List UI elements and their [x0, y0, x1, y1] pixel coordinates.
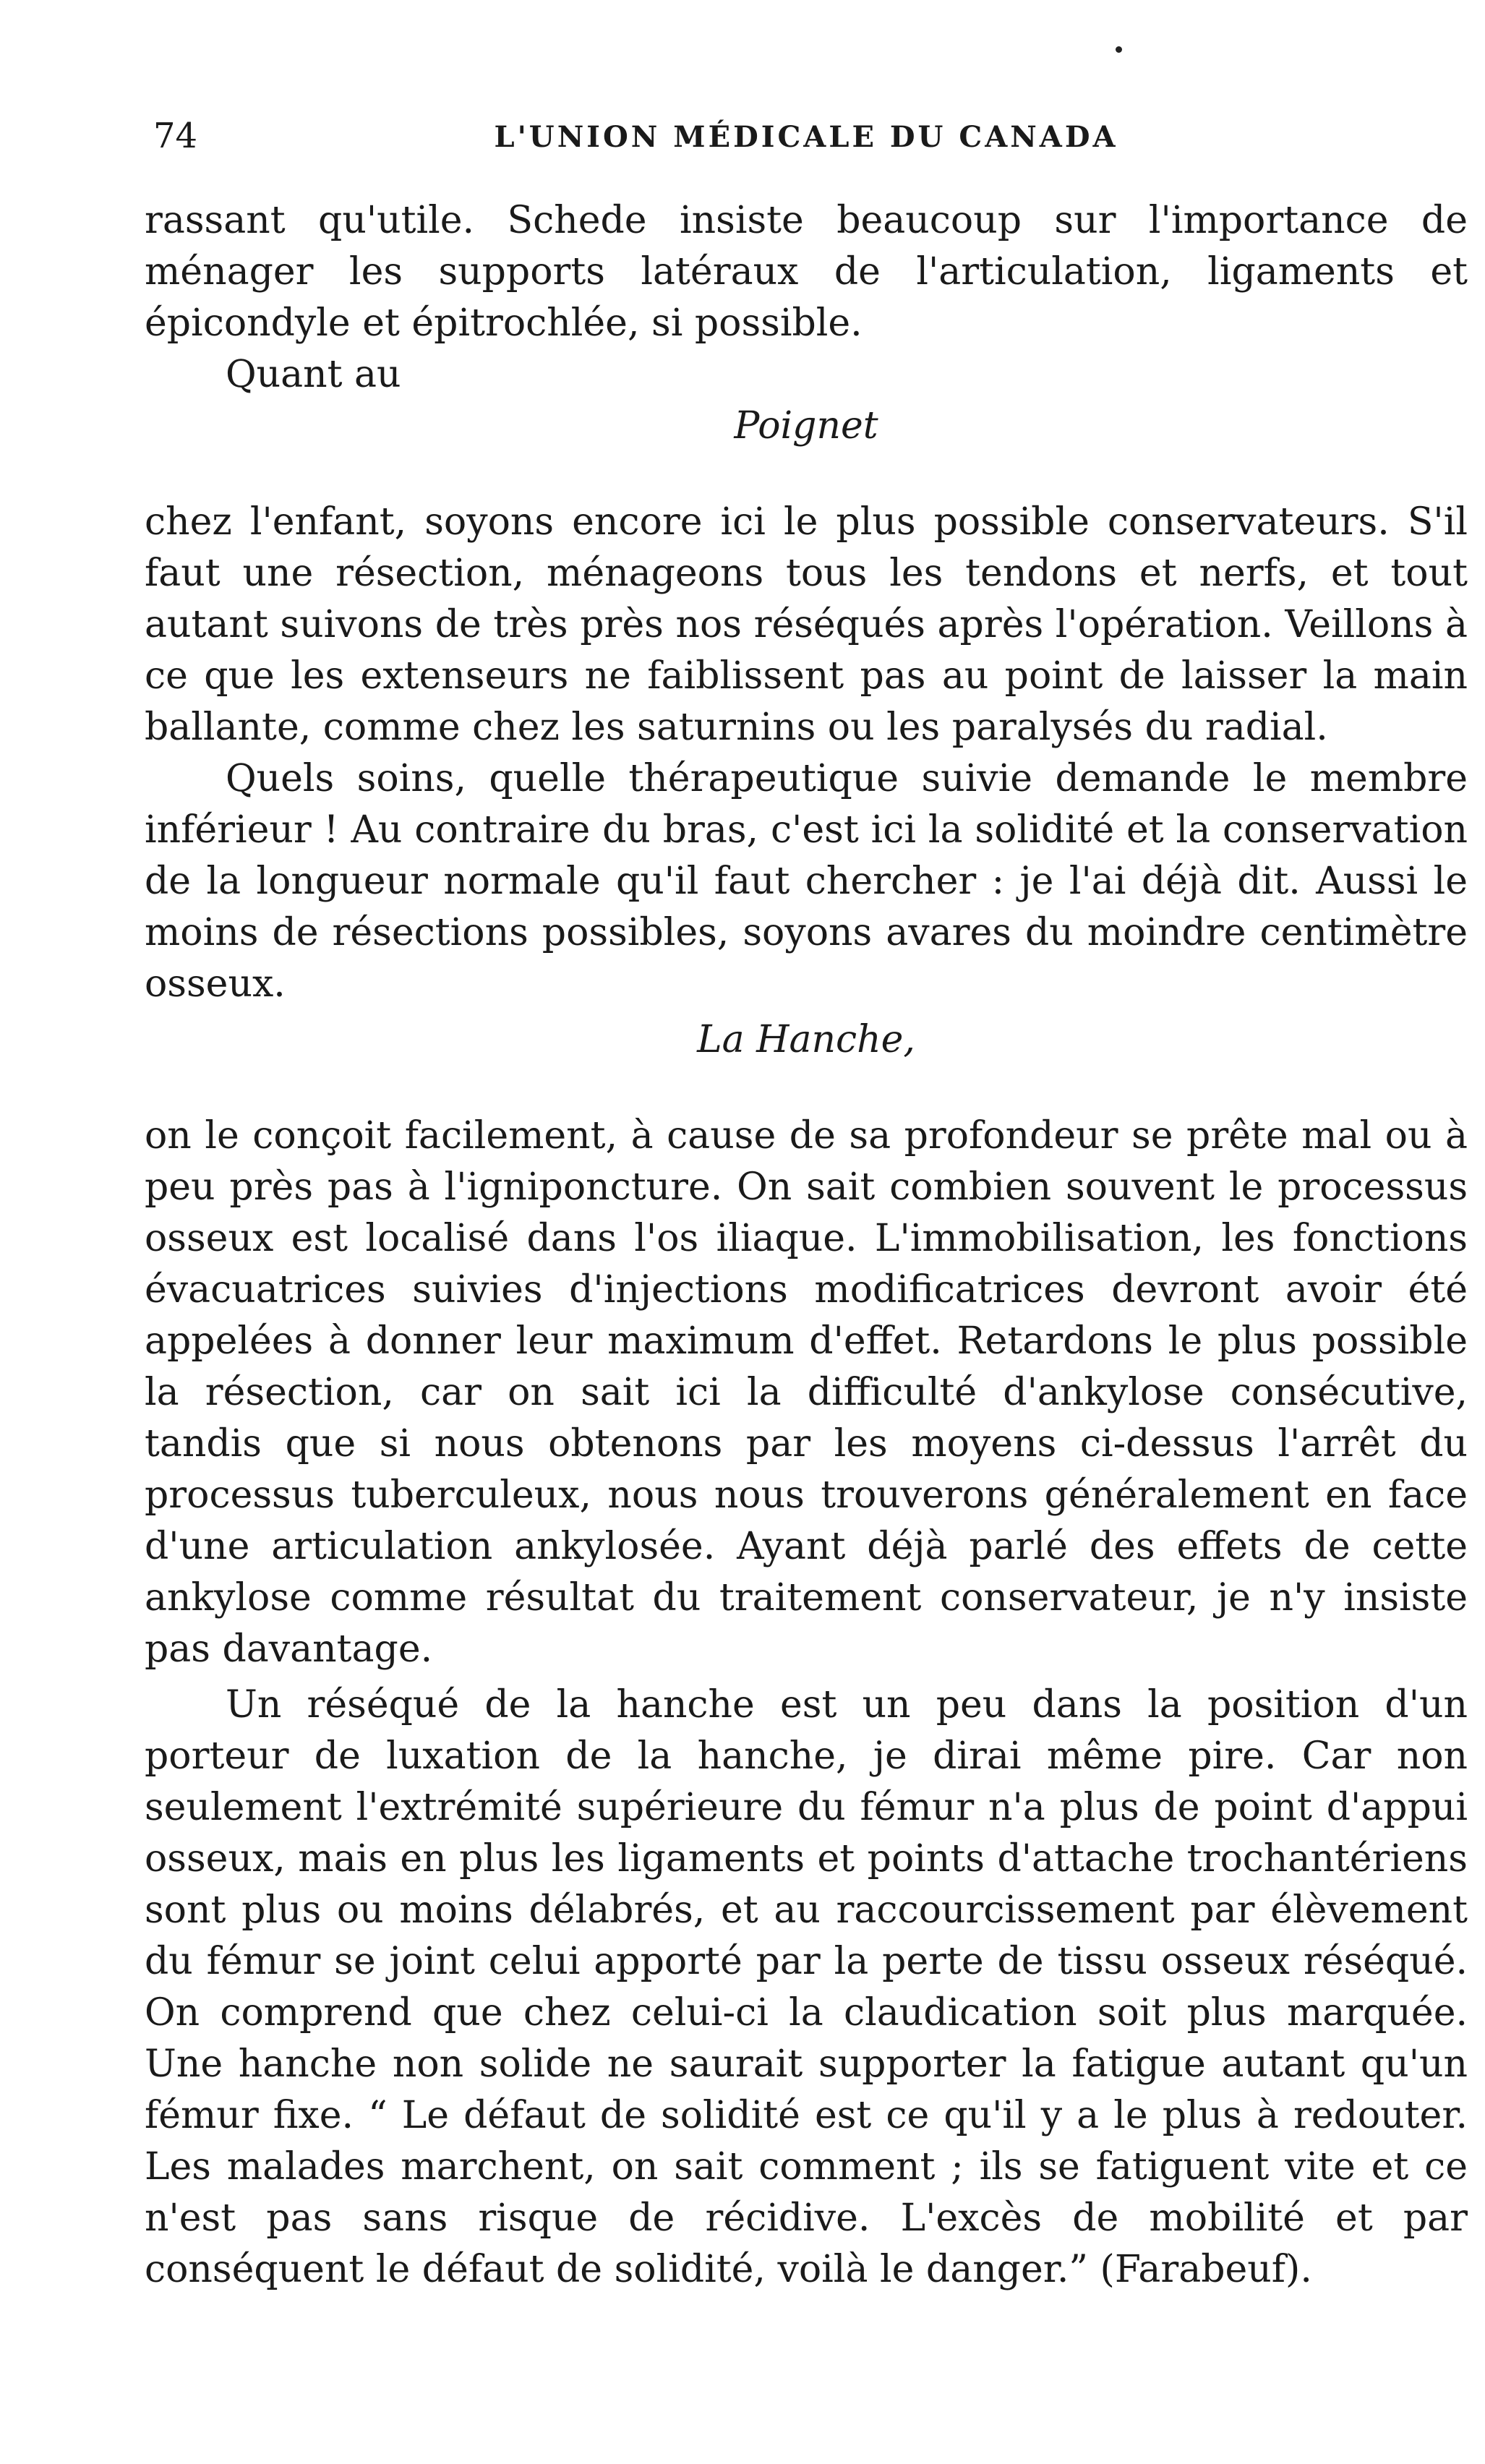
section-heading-hanche: La Hanche,: [697, 1018, 915, 1061]
paragraph-continuation: rassant qu'utile. Schede insiste beaucoup sur l'importance de ménager les supports latéraux de l'articulation, ligaments et épicondyle et épitrochlée, si possible.: [145, 199, 1468, 345]
paragraph-poignet: chez l'enfant, soyons encore ici le plus possible conservateurs. S'il faut une résection, ménageons tous les tendons et nerfs, et tout autant suivons de très près nos réséqués après l'opération. Veillons à ce que les extenseurs ne faiblissent pas au point de laisser la main ballante, comme chez les saturnins ou les paralysés du radial.: [145, 500, 1468, 749]
page-number: 74: [153, 116, 198, 156]
page-body: [145, 195, 1468, 2296]
running-title: L'UNION MÉDICALE DU CANADA: [494, 120, 1118, 154]
paragraph-membre-inferieur: Quels soins, quelle thérapeutique suivie demande le membre inférieur ! Au contraire du bras, c'est ici la solidité et la conservation de la longueur normale qu'il faut chercher : je l'ai déjà dit. Aussi le moins de résections possibles, soyons avares du moindre centimètre osseux.: [145, 757, 1468, 1006]
paragraph-reseque: Un réséqué de la hanche est un peu dans la position d'un porteur de luxation de la hanche, je dirai même pire. Car non seulement l'extrémité supérieure du fémur n'a plus de point d'appui osseux, mais en plus les ligaments et points d'attache trochantériens sont plus ou moins délabrés, et au raccourcissement par élèvement du fémur se joint celui apporté par la perte de tissu osseux réséqué. On comprend que chez celui-ci la claudication soit plus marquée. Une hanche non solide ne saurait supporter la fatigue autant qu'un fémur fixe. “ Le défaut de solidité est ce qu'il y a le plus à redouter. Les malades marchent, on sait comment ; ils se fatiguent vite et ce n'est pas sans risque de récidive. L'excès de mobilité et par conséquent le défaut de solidité, voilà le danger.” (Farabeuf).: [145, 1683, 1468, 2291]
section-heading-poignet: Poignet: [734, 404, 878, 448]
paragraph-hanche: on le conçoit facilement, à cause de sa profondeur se prête mal ou à peu près pas à l'igniponcture. On sait combien souvent le processus osseux est localisé dans l'os iliaque. L'immobilisation, les fonctions évacuatrices suivies d'injections modificatrices devront avoir été appelées à donner leur maximum d'effet. Retardons le plus possible la résection, car on sait ici la difficulté d'ankylose consécutive, tandis que si nous obtenons par les moyens ci-dessus l'arrêt du processus tuberculeux, nous nous trouverons généralement en face d'une articulation ankylosée. Ayant déjà parlé des effets de cette ankylose comme résultat du traitement conservateur, je n'y insiste pas davantage.: [145, 1114, 1468, 1671]
page-header: [145, 116, 1468, 166]
paragraph-quant-au: Quant au: [226, 353, 401, 396]
ink-speck: [1116, 46, 1122, 53]
